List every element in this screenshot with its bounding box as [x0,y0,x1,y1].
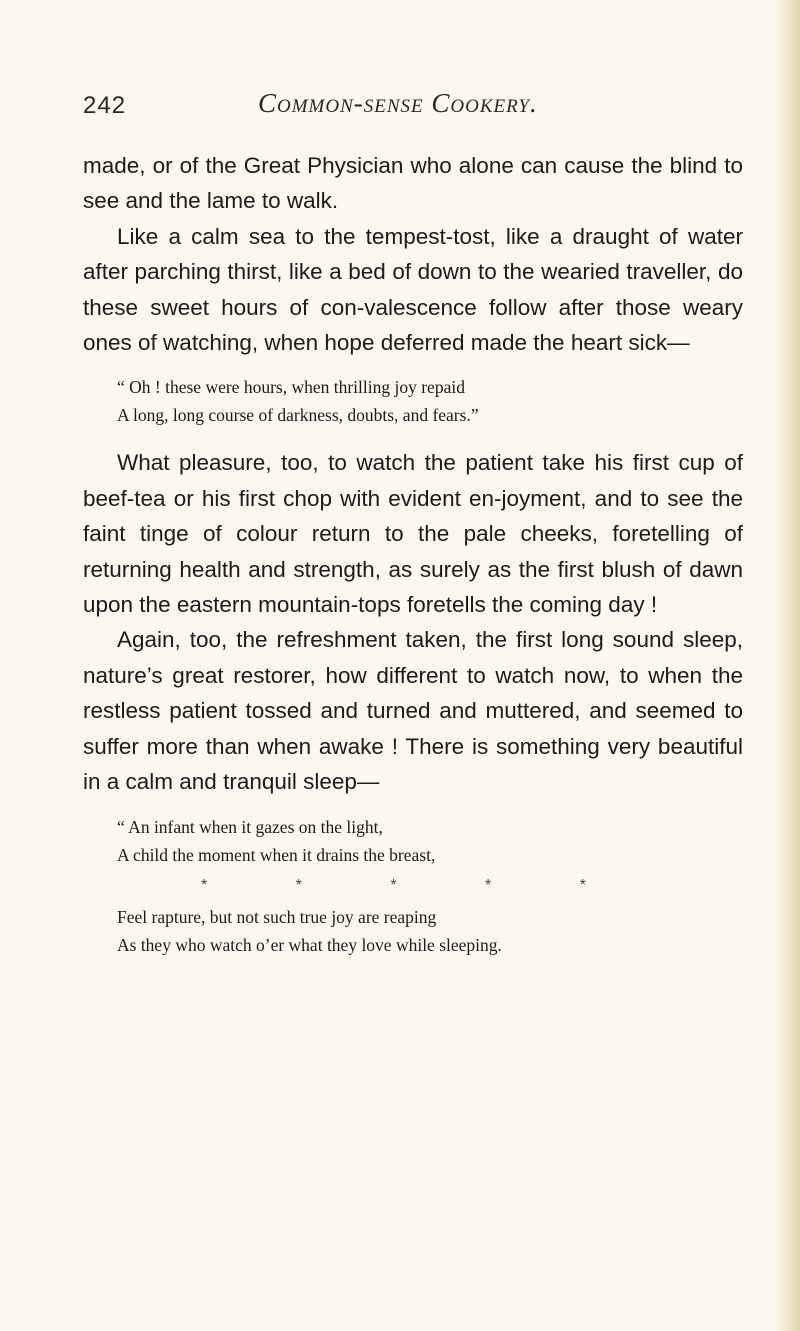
verse-line: Feel rapture, but not such true joy are reaping [117,906,437,927]
verse-line: A child the moment when it drains the breast, [117,844,436,865]
verse-line: A long, long course of darkness, doubts, and fears.” [117,405,479,426]
paragraph: Again, too, the refreshment taken, the first long sound sleep, nature’s great restorer, how different to watch now, to when the restless patient tossed and turned and muttered, and seemed to suffer more than when awake ! There is something very beautiful in a calm and tranquil sleep— [83,627,743,795]
running-title: Common-sense Cookery. [258,88,538,118]
verse-line: “ Oh ! these were hours, when thrilling joy repaid [117,377,465,398]
paragraph: Like a calm sea to the tempest-tost, like a draught of water after parching thirst, like a bed of down to the wearied traveller, do these sweet hours of con-valescence follow after those weary ones of watching, when hope deferred made the heart sick— [83,223,743,356]
verse-quote [83,373,743,429]
page-edge-shadow [774,0,800,1331]
verse-quote [83,813,743,959]
ellipsis-stars: * * * * * [201,876,628,894]
page-body [83,148,743,959]
verse-line: As they who watch o’er what they love while sleeping. [117,934,502,955]
verse-line: “ An infant when it gazes on the light, [117,816,383,837]
paragraph: made, or of the Great Physician who alone can cause the blind to see and the lame to walk. [83,153,743,214]
page-number: 242 [83,92,127,119]
page-header [83,88,723,128]
paragraph: What pleasure, too, to watch the patient take his first cup of beef-tea or his first chop with evident en-joyment, and to see the faint tinge of colour return to the pale cheeks, foretelling of returning health and strength, as surely as the first blush of dawn upon the eastern mountain-tops foretells the coming day ! [83,450,743,618]
